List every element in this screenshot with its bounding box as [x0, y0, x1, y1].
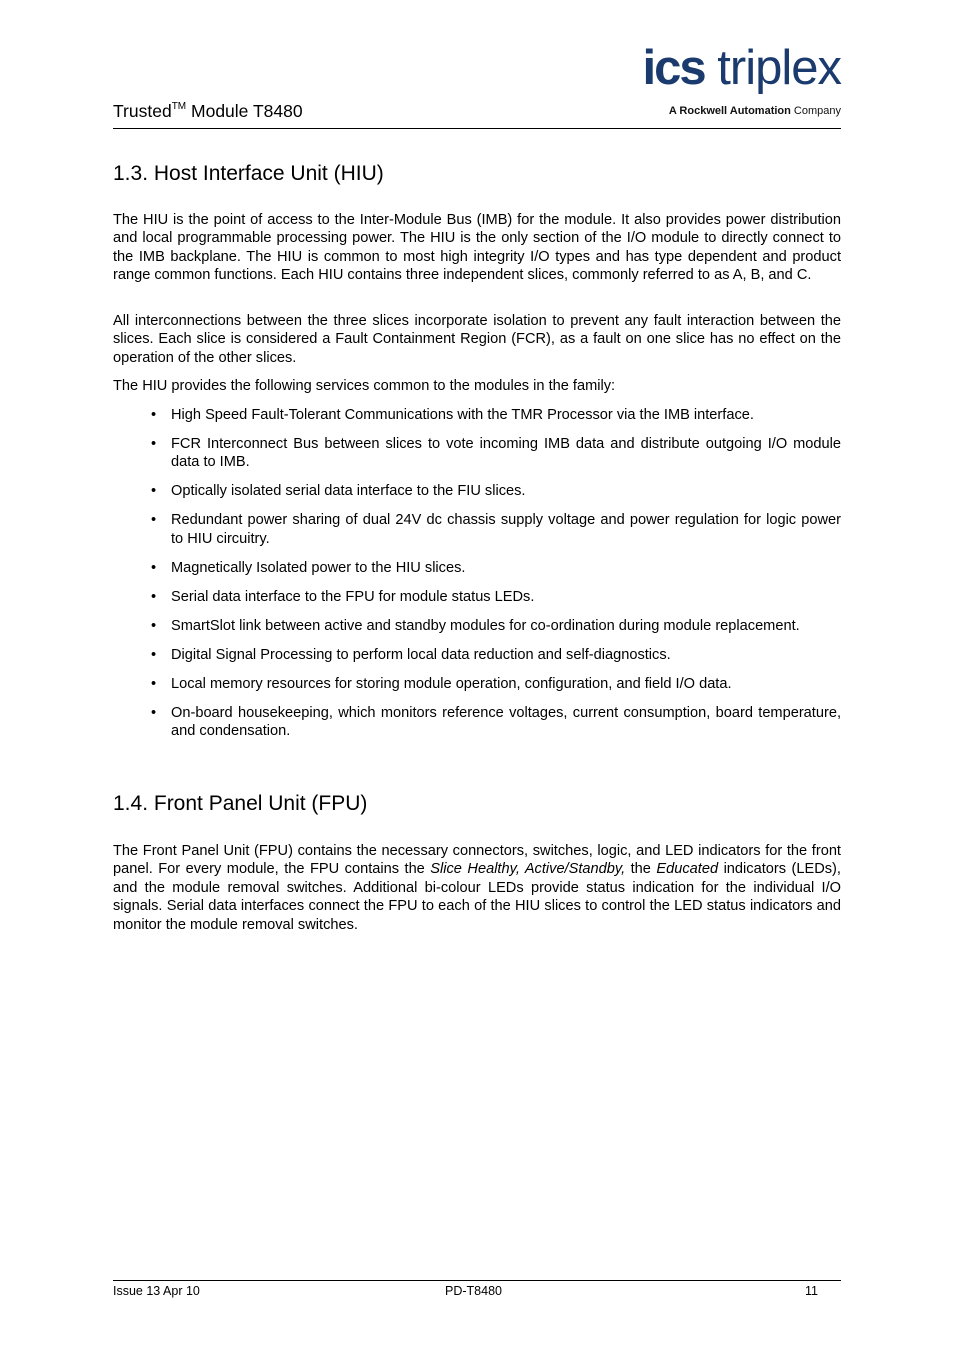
bullet-icon: • — [151, 407, 157, 423]
section-heading-fpu: 1.4. Front Panel Unit (FPU) — [113, 792, 368, 815]
list-item — [113, 675, 841, 693]
list-item — [113, 588, 841, 606]
list-item-text: FCR Interconnect Bus between slices to vote incoming IMB data and distribute outgoing I/O module data to IMB. — [171, 436, 841, 471]
tagline-company: Company — [790, 105, 841, 117]
logo-wordmark — [643, 40, 841, 96]
hiu-services-list — [113, 406, 841, 751]
list-item — [113, 646, 841, 664]
bullet-icon: • — [151, 559, 157, 576]
fpu-paragraph — [113, 842, 841, 934]
tagline-a: A — [668, 105, 680, 117]
list-item — [113, 511, 841, 548]
title-suffix: Module T8480 — [186, 101, 303, 121]
bullet-icon: • — [151, 704, 157, 721]
list-item-text: SmartSlot link between active and standby modules for co-ordination during module replacement. — [171, 617, 800, 634]
list-item-text: High Speed Fault-Tolerant Communications with the TMR Processor via the IMB interface. — [171, 407, 754, 423]
list-item-text: Magnetically Isolated power to the HIU slices. — [171, 559, 466, 576]
bullet-icon: • — [151, 588, 157, 605]
list-item-text: Redundant power sharing of dual 24V dc chassis supply voltage and power regulation for logic power to HIU circuitry. — [171, 512, 841, 547]
list-item-text: Digital Signal Processing to perform local data reduction and self-diagnostics. — [171, 646, 671, 663]
bullet-icon: • — [151, 512, 157, 529]
page-header — [113, 40, 841, 129]
bullet-icon: • — [151, 675, 157, 692]
list-item-text: On-board housekeeping, which monitors reference voltages, current consumption, board temperature, and condensation. — [171, 704, 841, 740]
list-item — [113, 406, 841, 424]
hiu-paragraph-3: The HIU provides the following services common to the modules in the family: — [113, 378, 616, 394]
list-item-text: Serial data interface to the FPU for module status LEDs. — [171, 588, 535, 605]
fpu-text-b: the — [625, 861, 657, 878]
fpu-text-a: The Front Panel Unit (FPU) contains the necessary connectors, switches, logic, and LED indicators for the front panel. For every module, the FPU contains the — [113, 843, 841, 878]
list-item — [113, 704, 841, 741]
logo-tagline — [669, 105, 841, 118]
list-item — [113, 559, 841, 577]
footer-doc-id: PD-T8480 — [445, 1284, 502, 1298]
footer-page-number: 11 — [805, 1284, 818, 1298]
bullet-icon: • — [151, 617, 157, 634]
title-prefix: Trusted — [113, 101, 172, 121]
list-item-text: Local memory resources for storing module operation, configuration, and field I/O data. — [171, 675, 732, 692]
list-item — [113, 435, 841, 472]
list-item — [113, 482, 841, 500]
logo-triplex: triplex — [717, 41, 841, 95]
fpu-text-c: indicators (LEDs), and the module removal switches. Additional bi-colour LEDs provide status indication for the individual I/O signals. Serial data interfaces connect the FPU to each of the HIU slices to control the LED status indicators and monitor the module removal switches. — [113, 861, 841, 933]
hiu-paragraph-1: The HIU is the point of access to the Inter-Module Bus (IMB) for the module. It also provides power distribution and local programmable processing power. The HIU is the only section of the I/O module to directly connect to the IMB backplane. The HIU is common to most high integrity I/O types and has type dependent and product range common functions. Each HIU contains three independent slices, commonly referred to as A, B, and C. — [113, 212, 841, 284]
list-item — [113, 617, 841, 635]
hiu-paragraph-2: All interconnections between the three slices incorporate isolation to prevent any fault interaction between the slices. Each slice is considered a Fault Containment Region (FCR), as a fault on one slice has no effect on the operation of the other slices. — [113, 313, 841, 366]
page-footer — [113, 1280, 841, 1298]
document-page — [113, 0, 841, 1351]
fpu-italic-indicators: Slice Healthy, Active/Standby, — [430, 861, 626, 878]
bullet-icon: • — [151, 483, 157, 500]
bullet-icon: • — [151, 436, 157, 452]
list-item-text: Optically isolated serial data interface to the FIU slices. — [171, 483, 526, 500]
fpu-italic-educated: Educated — [656, 861, 719, 878]
trademark-superscript: TM — [171, 101, 187, 112]
header-title — [113, 101, 303, 125]
footer-issue: Issue 13 Apr 10 — [113, 1284, 200, 1298]
tagline-brand: Rockwell Automation — [679, 105, 791, 117]
logo-ics: ics — [642, 41, 705, 95]
ics-triplex-logo — [609, 41, 841, 120]
bullet-icon: • — [151, 646, 157, 663]
section-heading-hiu: 1.3. Host Interface Unit (HIU) — [113, 162, 384, 185]
